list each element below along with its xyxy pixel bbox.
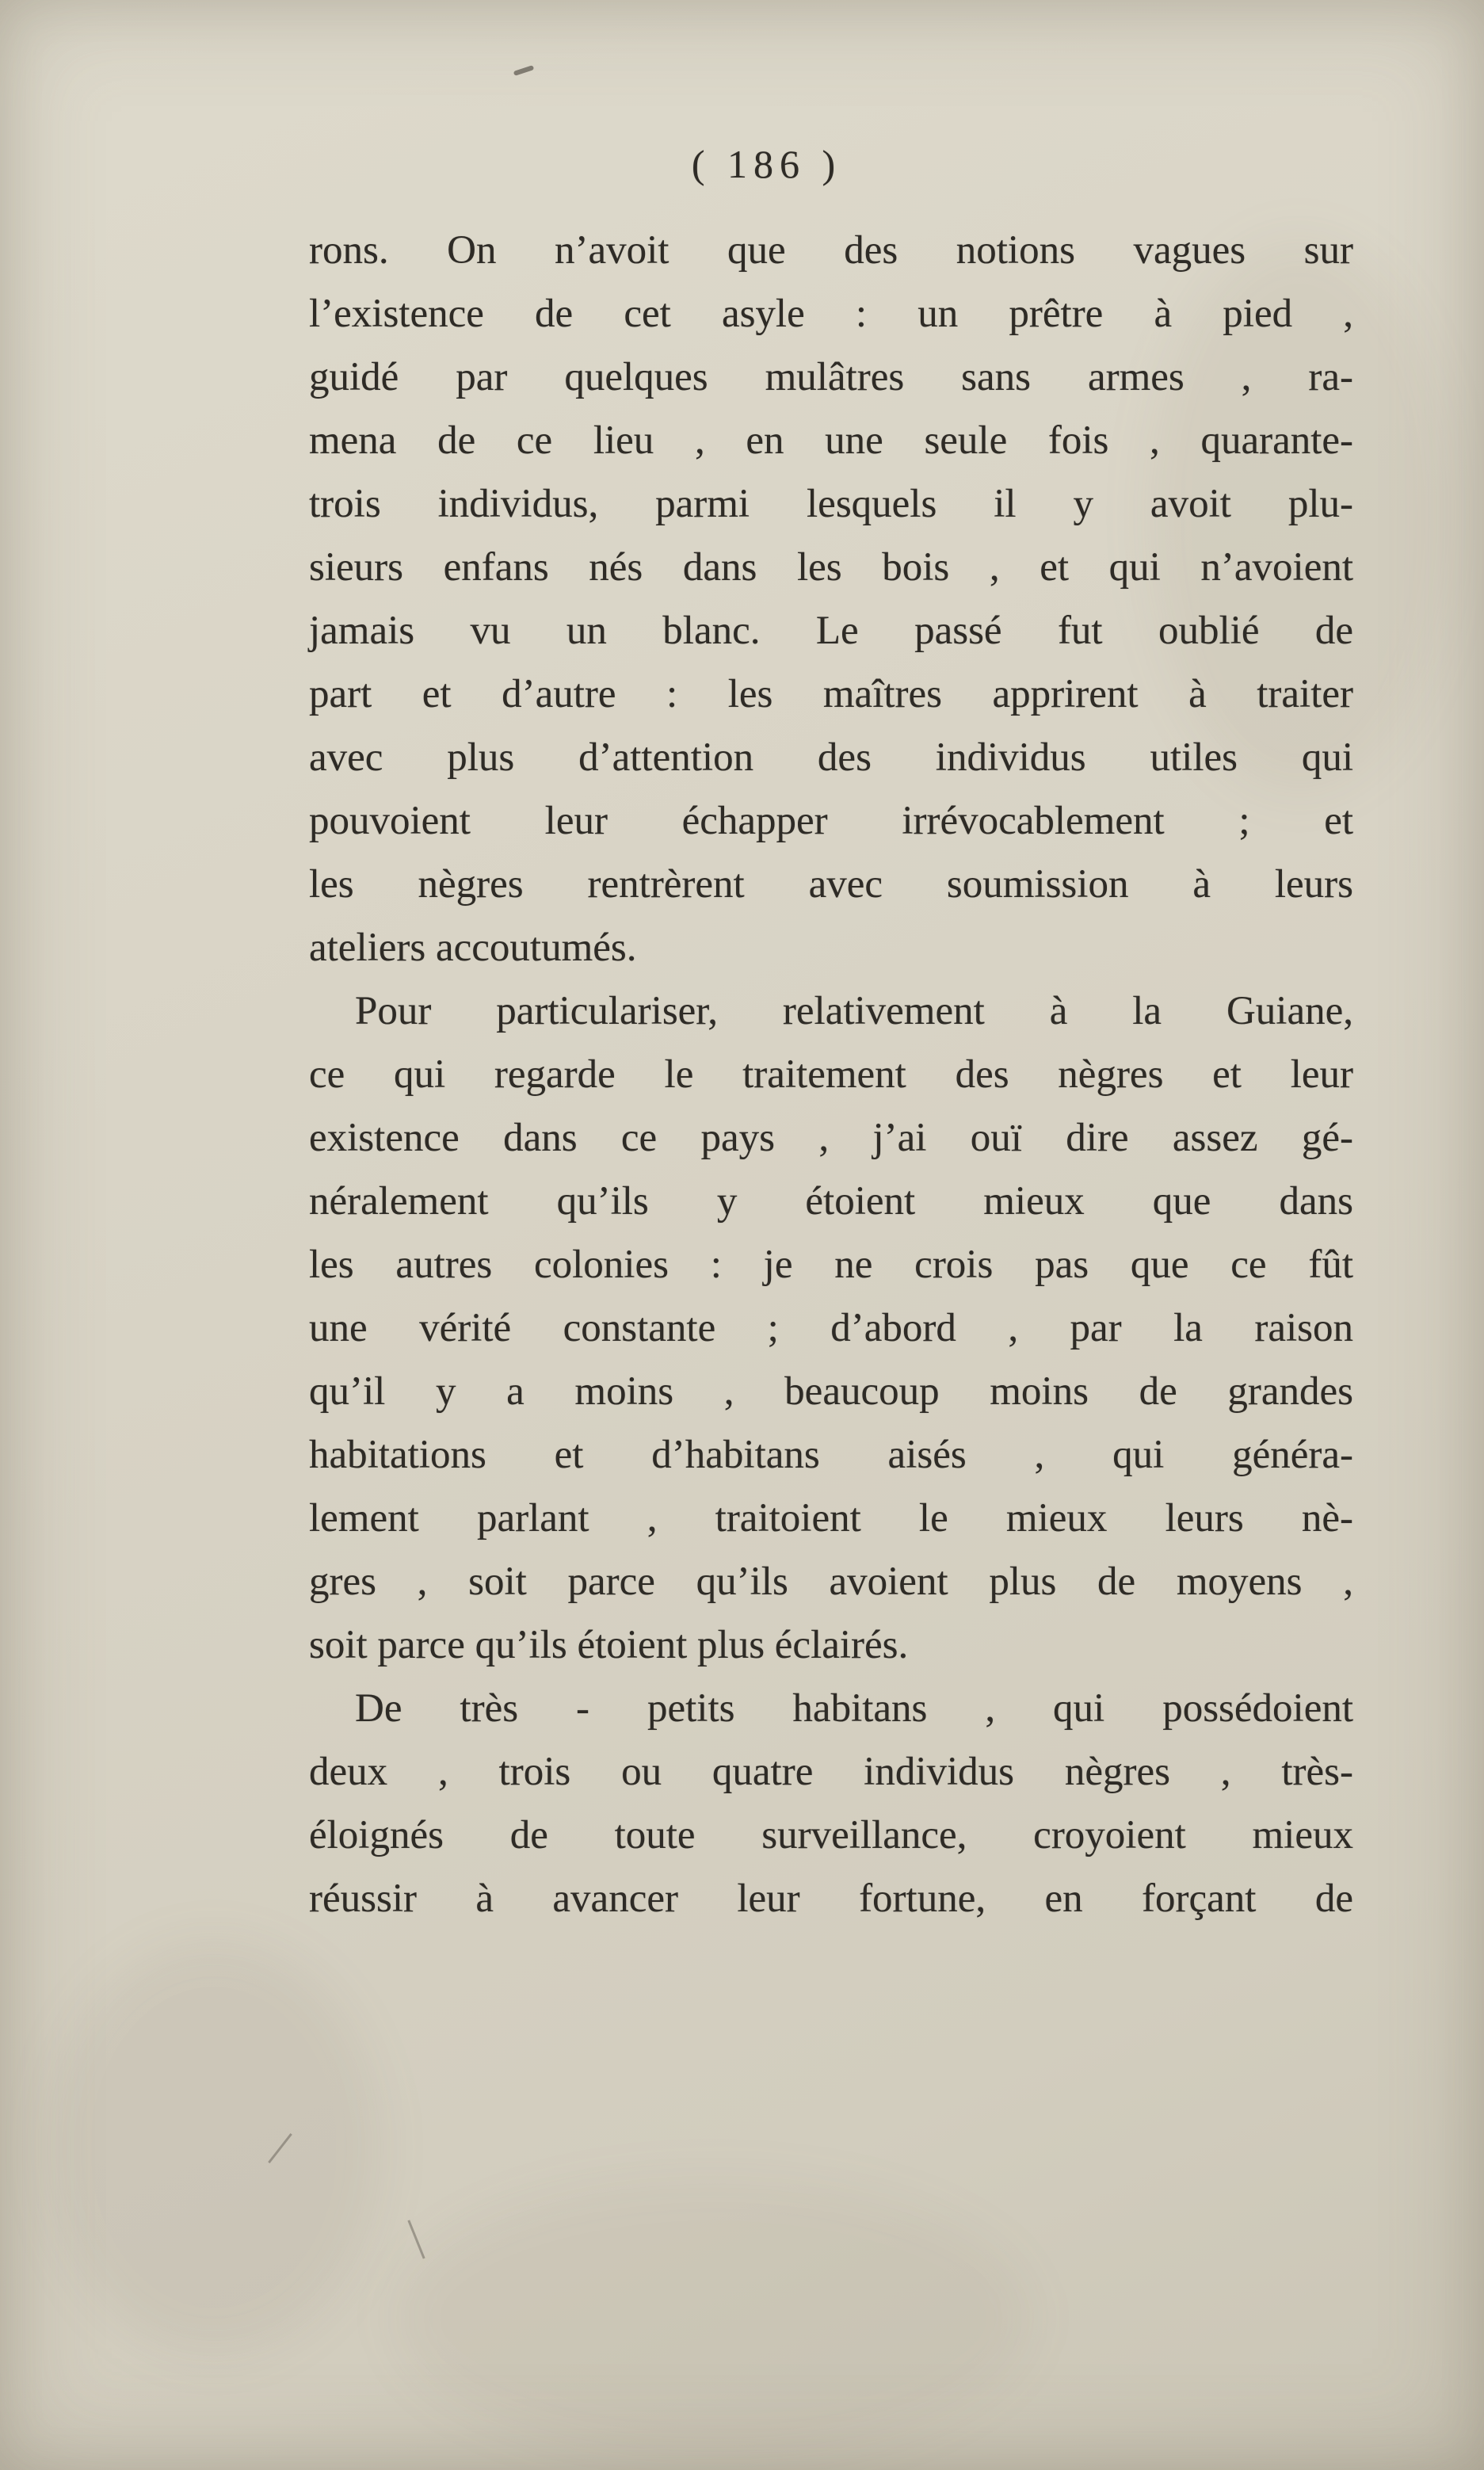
text-line: pouvoient leur échapper irrévocablement ; et [309,799,1353,843]
text-line: Pour particulariser, relativement à la Guiane, [355,989,1353,1033]
text-line: avec plus d’attention des individus utiles qui [309,735,1353,780]
text-line: les nègres rentrèrent avec soumission à leurs [309,862,1353,907]
text-line: éloignés de toute surveillance, croyoient mieux [309,1813,1353,1857]
text-line: habitations et d’habitans aisés , qui généra- [309,1433,1353,1477]
text-line: les autres colonies : je ne crois pas que ce fût [309,1243,1353,1287]
text-line: ateliers accoutumés. [309,926,637,970]
text-line: néralement qu’ils y étoient mieux que dans [309,1179,1353,1224]
text-line: lement parlant , traitoient le mieux leurs nè- [309,1496,1353,1540]
text-line: jamais vu un blanc. Le passé fut oublié de [309,609,1353,653]
text-block [309,219,1353,1930]
page-number: ( 186 ) [691,142,842,186]
paper-stain [48,1941,380,2354]
paragraph [309,1677,1353,1930]
text-line: part et d’autre : les maîtres apprirent à traiter [309,672,1353,716]
paragraph [309,979,1353,1677]
text-line: rons. On n’avoit que des notions vagues sur [309,228,1353,273]
text-line: ce qui regarde le traitement des nègres et leur [309,1052,1353,1097]
text-line: mena de ce lieu , en une seule fois , quarante- [309,418,1353,463]
text-line: sieurs enfans nés dans les bois , et qui n’avoient [309,545,1353,590]
text-line: une vérité constante ; d’abord , par la raison [309,1306,1353,1350]
text-line: réussir à avancer leur fortune, en forçant de [309,1876,1353,1921]
text-line: soit parce qu’ils étoient plus éclairés. [309,1623,909,1667]
ink-mark [268,2133,292,2163]
paragraph [309,219,1353,979]
text-line: deux , trois ou quatre individus nègres , très- [309,1750,1353,1794]
text-line: qu’il y a moins , beaucoup moins de grandes [309,1369,1353,1414]
paper-stain [396,2179,1030,2457]
text-line: trois individus, parmi lesquels il y avoit plu- [309,482,1353,526]
text-line: guidé par quelques mulâtres sans armes , ra- [309,355,1353,399]
text-line: gres , soit parce qu’ils avoient plus de moyens , [309,1559,1353,1604]
text-line: l’existence de cet asyle : un prêtre à pied , [309,292,1353,336]
ink-mark [407,2220,425,2258]
text-line: De très - petits habitans , qui possédoient [355,1686,1353,1731]
text-line: existence dans ce pays , j’ai ouï dire assez gé- [309,1116,1353,1160]
ink-mark [513,65,535,76]
